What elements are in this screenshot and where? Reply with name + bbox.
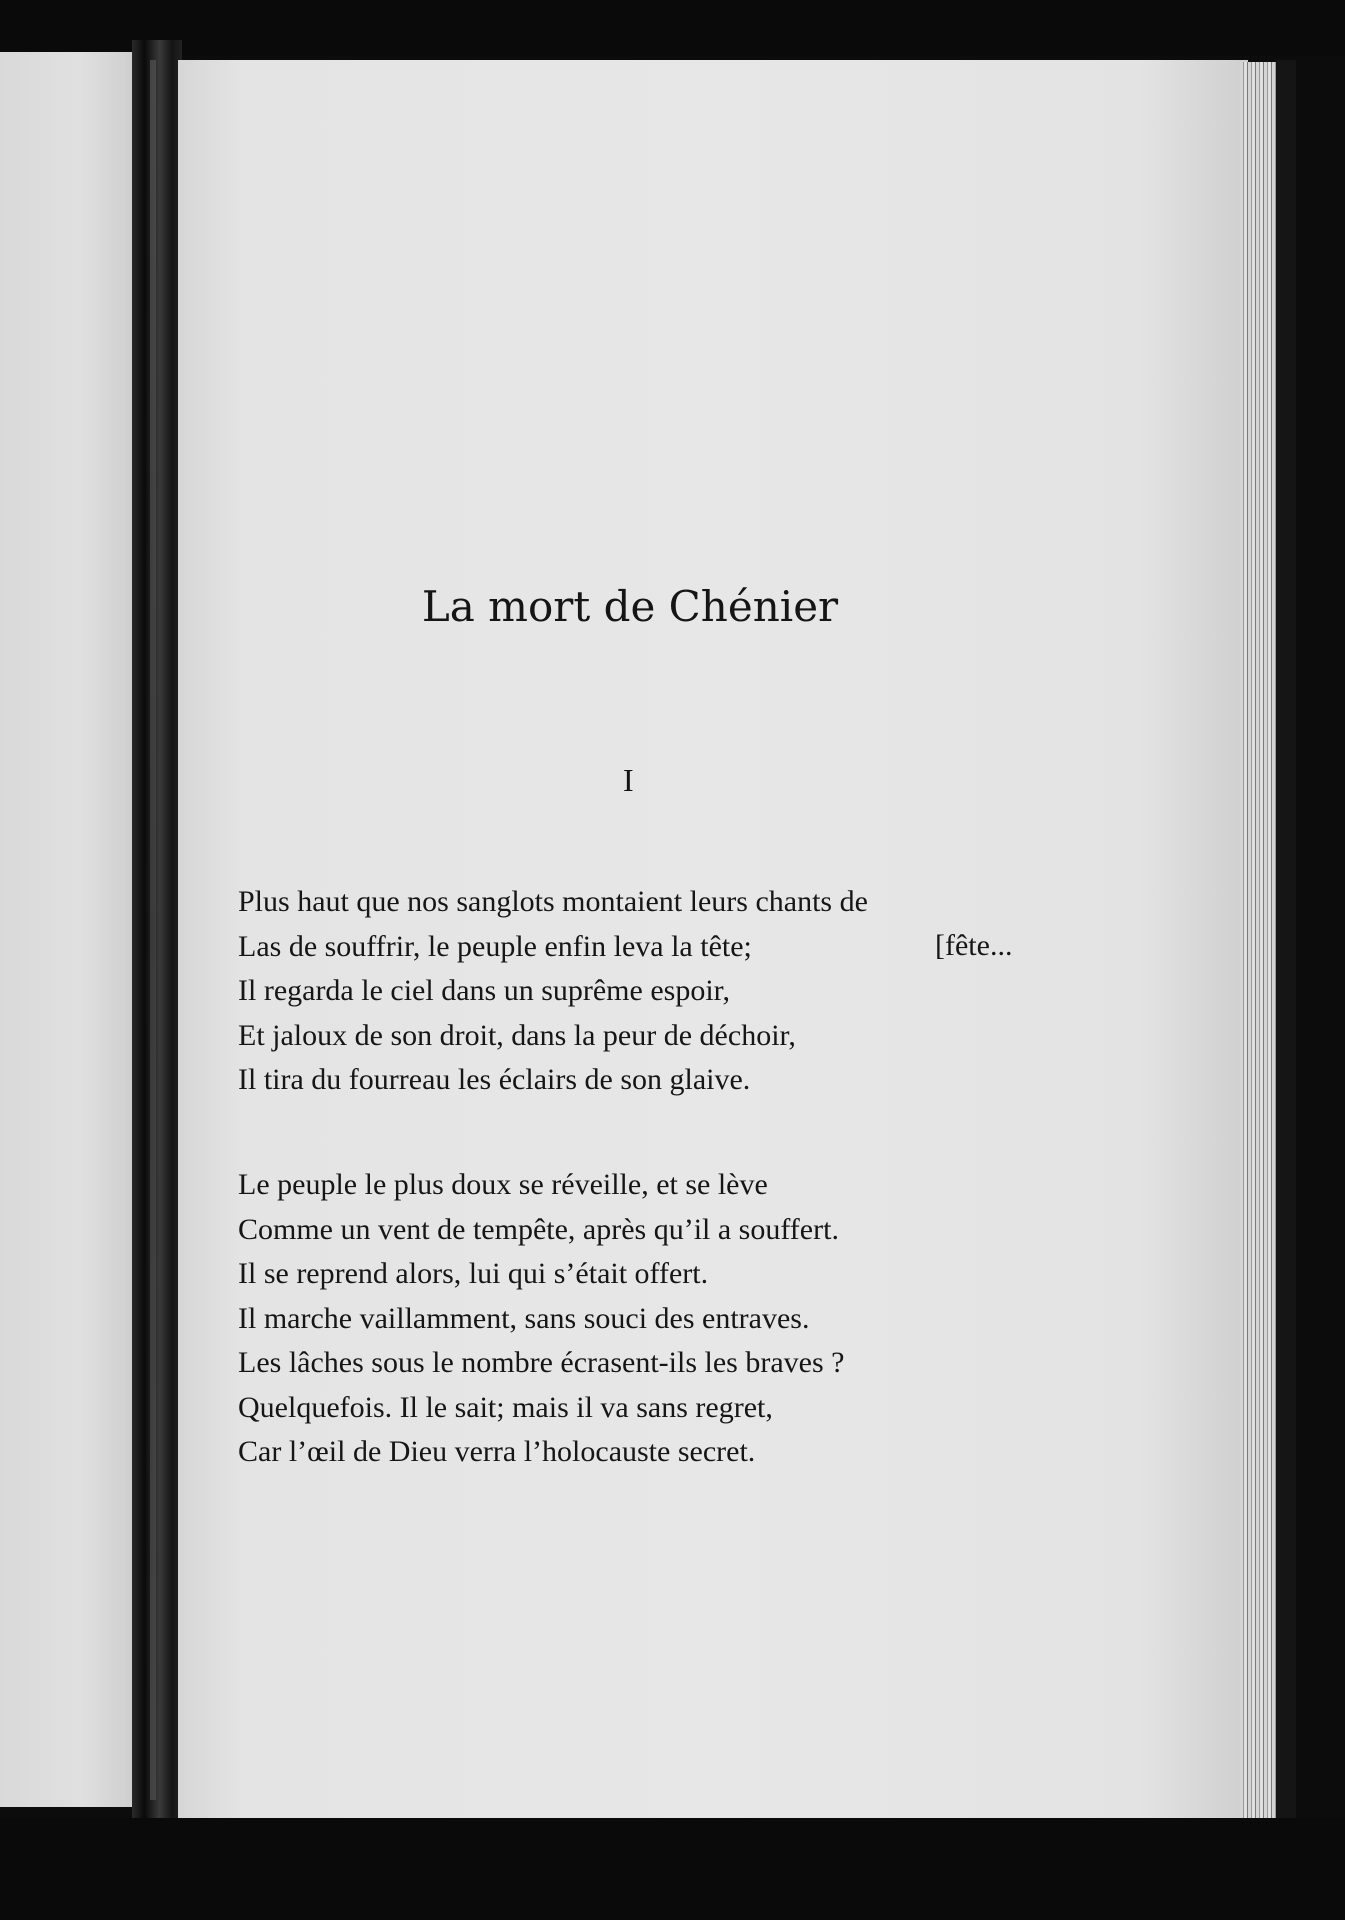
- poem-title-text: La mort de Chénier: [421, 582, 839, 631]
- poem-line: Plus haut que nos sanglots montaient leurs chants de: [238, 885, 868, 918]
- poem-line: Le peuple le plus doux se réveille, et se lève: [238, 1168, 768, 1201]
- poem-line: Quelquefois. Il le sait; mais il va sans regret,: [238, 1390, 773, 1424]
- poem-title: [0, 582, 1260, 631]
- poem-line: Comme un vent de tempête, après qu’il a souffert.: [238, 1212, 839, 1246]
- stanza-2: [238, 1163, 844, 1475]
- poem-line: Las de souffrir, le peuple enfin leva la tête;: [238, 929, 752, 963]
- scan-top-border: [0, 0, 1345, 56]
- stanza-1: [238, 880, 868, 1103]
- poem-line: Et jaloux de son droit, dans la peur de déchoir,: [238, 1018, 796, 1052]
- poem-line: Il tira du fourreau les éclairs de son glaive.: [238, 1063, 751, 1096]
- poem-line: Il se reprend alors, lui qui s’était offert.: [238, 1257, 709, 1290]
- page-stack-edges: [1240, 62, 1276, 1820]
- poem-line-overflow: [fête...: [935, 929, 1013, 962]
- scan-right-border: [1276, 60, 1296, 1820]
- spine-highlight: [150, 60, 156, 1800]
- previous-page-edge: [0, 52, 132, 1807]
- poem-line: Les lâches sous le nombre écrasent-ils les braves ?: [238, 1346, 845, 1379]
- poem-line: Car l’œil de Dieu verra l’holocauste secret.: [238, 1435, 756, 1468]
- scan-bottom-border: [0, 1818, 1345, 1920]
- poem-line: Il marche vaillamment, sans souci des entraves.: [238, 1301, 810, 1335]
- poem-line: Il regarda le ciel dans un suprême espoir,: [238, 974, 730, 1007]
- book-spine: [132, 40, 182, 1820]
- section-number: I: [623, 762, 634, 798]
